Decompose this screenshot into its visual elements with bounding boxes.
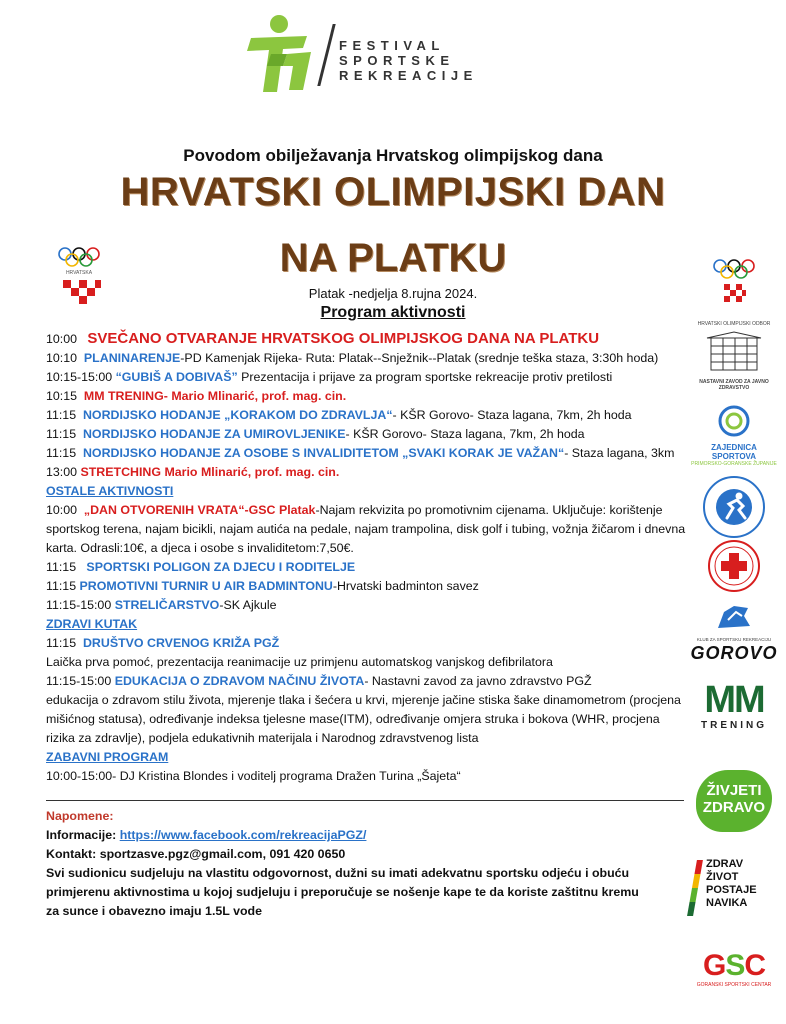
building-icon [699, 330, 769, 374]
program-item: 10:15-15:00 “GUBIŠ A DOBIVAŠ” Prezentacija i prijave za program sportske rekreacije protiv pretilosti [46, 370, 613, 384]
section-title-other: OSTALE AKTIVNOSTI [46, 484, 174, 498]
program-item: 11:15 NORDIJSKO HODANJE ZA OSOBE S INVALIDITETOM „SVAKI KORAK JE VAŽAN“- Staza lagana, 3km [46, 446, 675, 460]
runner-club-logo [690, 474, 778, 545]
page-title: HRVATSKI OLIMPIJSKI DAN [120, 170, 666, 214]
nzzjz-logo: NASTAVNI ZAVOD ZA JAVNO ZDRAVSTVO [690, 330, 778, 391]
red-cross-logo [690, 538, 778, 599]
zajednica-sportova-logo: ZAJEDNICA SPORTOVA PRIMORSKO-GORANSKE ŽUPANIJE [690, 404, 778, 467]
program-item: 11:15 NORDIJSKO HODANJE ZA UMIROVLJENIKE- KŠR Gorovo- Staza lagana, 7km, 2h hoda [46, 427, 585, 441]
program-item: 13:00 STRETCHING Mario Mlinarić, prof. mag. cin. [46, 465, 340, 479]
health-item: 11:15 DRUŠTVO CRVENOG KRIŽA PGŽ [46, 636, 280, 650]
gsc-logo: GSC GORANSKI SPORTSKI CENTAR [696, 949, 772, 988]
health-item-desc: edukacija o zdravom stilu života, mjerenje tlaka i šećera u krvi, mjerenje jačine stiska šake dinamometrom (procjena mišićnog statusa), određivanje indeksa tjelesne mase(ITM), određivanje omjera struka i bokova (WHR, procjena rizika za zdravlje), podjela edukativnih materijala i Narodnog zdravstvenog lista [46, 693, 681, 745]
section-title-health: ZDRAVI KUTAK [46, 617, 138, 631]
notes-disclaimer: Svi sudionicu sudjeluju na vlastitu odgovornost, dužni su imati adekvatnu sportsku odjeću i obuću primjerenu aktivnostima u kojoj sudjeluju i preporučuje se nošenje kape te da koriste zaštitnu kremu za sunce i obavezno imaju 1.5L vode [46, 866, 639, 918]
facebook-link[interactable]: https://www.facebook.com/rekreacijaPGZ/ [119, 828, 367, 842]
hoo-logo-right: HRVATSKI OLIMPIJSKI ODBOR [690, 256, 778, 327]
program-content [46, 329, 686, 921]
fun-item: 10:00-15:00- DJ Kristina Blondes i voditelj programa Dražen Turina „Šajeta“ [46, 769, 461, 783]
other-item: 11:15 PROMOTIVNI TURNIR U AIR BADMINTONU-Hrvatski badminton savez [46, 579, 479, 593]
logo-text: FESTIVAL SPORTSKE REKREACIJE [339, 38, 478, 83]
festival-logo [243, 14, 543, 94]
other-item: 11:15 SPORTSKI POLIGON ZA DJECU I RODITELJE [46, 560, 356, 574]
program-item: 11:15 NORDIJSKO HODANJE „KORAKOM DO ZDRAVLJA“- KŠR Gorovo- Staza lagana, 7km, 2h hoda [46, 408, 632, 422]
swirl-icon [717, 404, 751, 438]
gorovo-logo: KLUB ZA SPORTSKU REKREACIJU GOROVO [690, 602, 778, 664]
zdrav-zivot-logo: ZDRAV ŽIVOT POSTAJE NAVIKA [690, 856, 778, 920]
red-cross-icon [706, 538, 762, 594]
runner-logo-icon [243, 14, 315, 94]
zivjeti-zdravo-logo: ŽIVJETI ZDRAVO [690, 770, 778, 832]
program-title: Program aktivnosti [320, 304, 466, 321]
svg-text:HRVATSKA: HRVATSKA [65, 270, 93, 276]
program-item: 10:15 MM TRENING- Mario Mlinarić, prof. mag. cin. [46, 389, 347, 403]
olympic-rings-icon [709, 256, 759, 316]
logo-divider [317, 24, 335, 86]
event-date: Platak -nedjelja 8.rujna 2024. [308, 286, 478, 301]
health-item: 11:15-15:00 EDUKACIJA O ZDRAVOM NAČINU ŽIVOTA- Nastavni zavod za javno zdravstvo PGŽ [46, 674, 592, 688]
olympic-rings-icon [55, 244, 103, 308]
open-day-item: 10:00 „DAN OTVORENIH VRATA“-GSC Platak-Najam rekvizita po promotivnim cijenama. Uključuje: korištenje sportskog terena, najam bicikli, najam autića na pedale, najam trampolina, disk golf i tubing, vožnja žičarom i dnevna karta. Odrasli:10€, a djeca i osobe s invaliditetom:7,50€. [46, 503, 686, 555]
runner-circle-icon [701, 474, 767, 540]
notes-contact: Kontakt: sportzasve.pgz@gmail.com, 091 420 0650 [46, 847, 346, 861]
opening-item: 10:00 SVEČANO OTVARANJE HRVATSKOG OLIMPIJSKOG DANA NA PLATKU [46, 330, 600, 347]
section-title-fun: ZABAVNI PROGRAM [46, 750, 169, 764]
subtitle: Povodom obilježavanja Hrvatskog olimpijskog dana [183, 146, 603, 165]
divider [46, 800, 684, 801]
program-item: 10:10 PLANINARENJE-PD Kamenjak Rijeka- Ruta: Platak--Snježnik--Platak (srednje teška staza, 3:30h hoda) [46, 351, 659, 365]
shoe-icon [714, 602, 754, 632]
notes-info: Informacije: https://www.facebook.com/rekreacijaPGZ/ [46, 828, 367, 842]
page-title-line2: NA PLATKU [279, 236, 507, 280]
hoo-logo-left [55, 244, 103, 308]
health-item-desc: Laička prva pomoć, prezentacija reanimacije uz primjenu automatskog vanjskog defibrilatora [46, 655, 553, 669]
mm-trening-logo: MM TRENING [701, 679, 767, 731]
notes-title: Napomene: [46, 809, 114, 823]
other-item: 11:15-15:00 STRELIČARSTVO-SK Ajkule [46, 598, 277, 612]
